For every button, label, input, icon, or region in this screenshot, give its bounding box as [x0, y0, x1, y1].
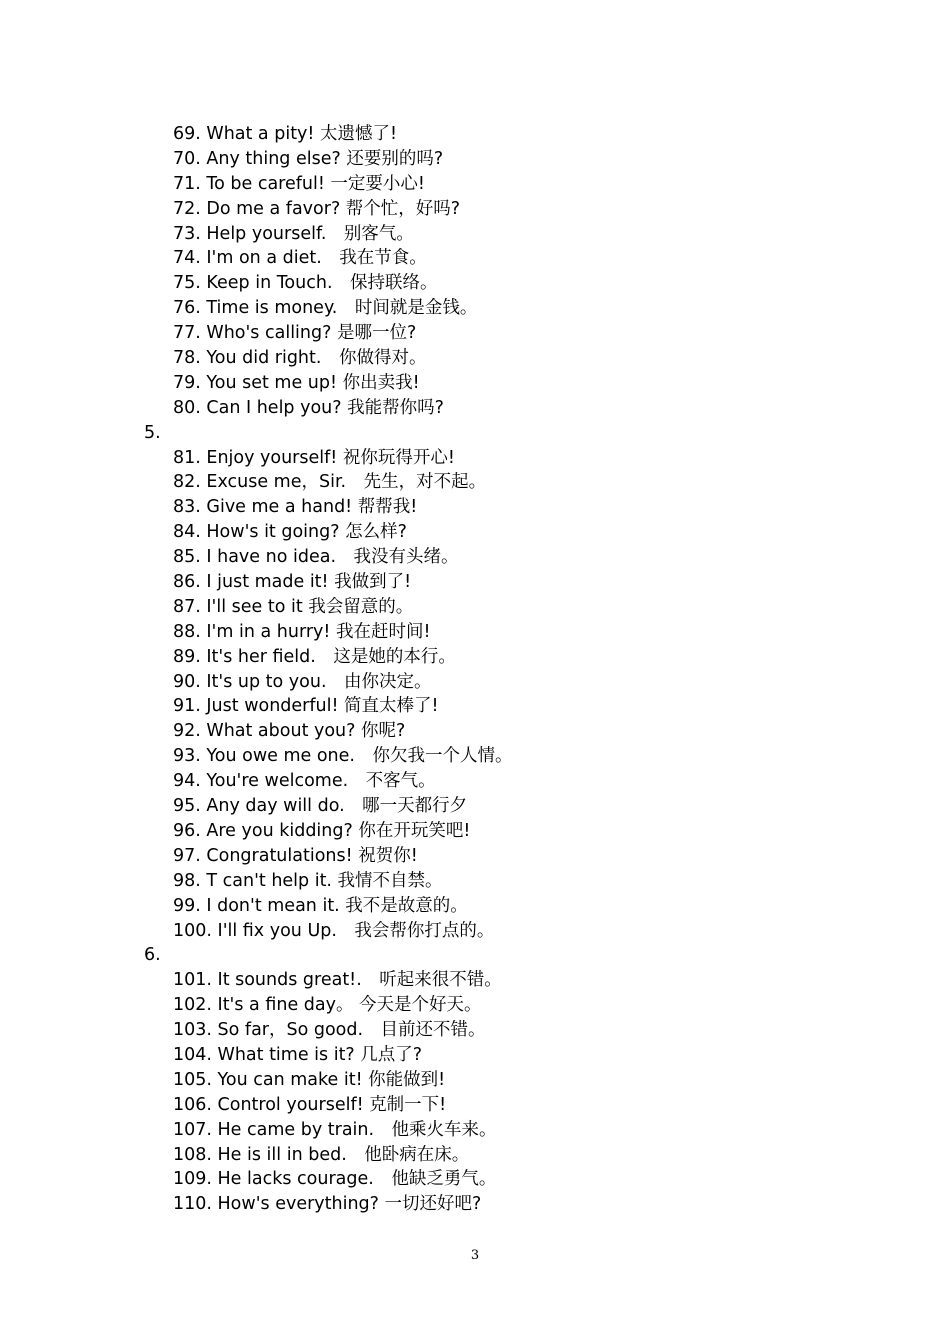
list-item: 103. So far，So good. 目前还不错。: [173, 1020, 486, 1041]
list-item: 76. Time is money. 时间就是金钱。: [173, 298, 478, 319]
section-number: 5.: [144, 422, 161, 443]
list-item: 98. T can't help it. 我情不自禁。: [173, 870, 443, 891]
list-item: 96. Are you kidding? 你在开玩笑吧!: [173, 820, 471, 841]
section-number: 6.: [144, 945, 161, 966]
list-item: 91. Just wonderful! 简直太棒了!: [173, 696, 439, 717]
list-item: 71. To be careful! 一定要小心!: [173, 173, 425, 194]
list-item: 83. Give me a hand! 帮帮我!: [173, 497, 418, 518]
list-item: 85. I have no idea. 我没有头绪。: [173, 547, 459, 568]
list-item: 74. I'm on a diet. 我在节食。: [173, 248, 427, 269]
list-item: 101. It sounds great!. 听起来很不错。: [173, 970, 502, 991]
list-item: 102. It's a fine day。 今天是个好天。: [173, 995, 482, 1016]
list-item: 88. I'm in a hurry! 我在赶时间!: [173, 621, 431, 642]
list-item: 80. Can I help you? 我能帮你吗?: [173, 397, 444, 418]
list-item: 108. He is ill in bed. 他卧病在床。: [173, 1144, 470, 1165]
list-item: 93. You owe me one. 你欠我一个人情。: [173, 746, 513, 767]
list-item: 79. You set me up! 你出卖我!: [173, 372, 420, 393]
list-item: 95. Any day will do. 哪一天都行夕: [173, 796, 468, 817]
list-item: 82. Excuse me，Sir. 先生，对不起。: [173, 472, 487, 493]
list-item: 100. I'll fix you Up. 我会帮你打点的。: [173, 920, 495, 941]
list-item: 94. You're welcome. 不客气。: [173, 771, 436, 792]
list-item: 107. He came by train. 他乘火车来。: [173, 1119, 497, 1140]
list-item: 84. How's it going? 怎么样?: [173, 522, 407, 543]
list-item: 97. Congratulations! 祝贺你!: [173, 845, 418, 866]
list-item: 78. You did right. 你做得对。: [173, 348, 427, 369]
list-item: 106. Control yourself! 克制一下!: [173, 1094, 447, 1115]
list-item: 109. He lacks courage. 他缺乏勇气。: [173, 1169, 497, 1190]
list-item: 73. Help yourself. 别客气。: [173, 223, 414, 244]
list-item: 77. Who's calling? 是哪一位?: [173, 323, 417, 344]
list-item: 92. What about you? 你呢?: [173, 721, 406, 742]
list-item: 70. Any thing else? 还要别的吗?: [173, 148, 444, 169]
list-item: 90. It's up to you. 由你决定。: [173, 671, 432, 692]
list-item: 75. Keep in Touch. 保持联络。: [173, 273, 438, 294]
list-item: 110. How's everything? 一切还好吧?: [173, 1194, 482, 1215]
list-item: 86. I just made it! 我做到了!: [173, 572, 412, 593]
list-item: 69. What a pity! 太遗憾了!: [173, 124, 398, 144]
list-item: 72. Do me a favor? 帮个忙，好吗?: [173, 198, 461, 219]
list-item: 89. It's her field. 这是她的本行。: [173, 646, 456, 667]
list-item: 105. You can make it! 你能做到!: [173, 1069, 446, 1090]
list-item: 99. I don't mean it. 我不是故意的。: [173, 895, 468, 916]
list-item: 81. Enjoy yourself! 祝你玩得开心!: [173, 447, 455, 468]
list-item: 87. I'll see to it 我会留意的。: [173, 596, 414, 617]
phrase-list: [0, 122, 950, 1217]
list-item: 104. What time is it? 几点了?: [173, 1044, 423, 1065]
page-number: 3: [470, 1248, 480, 1263]
